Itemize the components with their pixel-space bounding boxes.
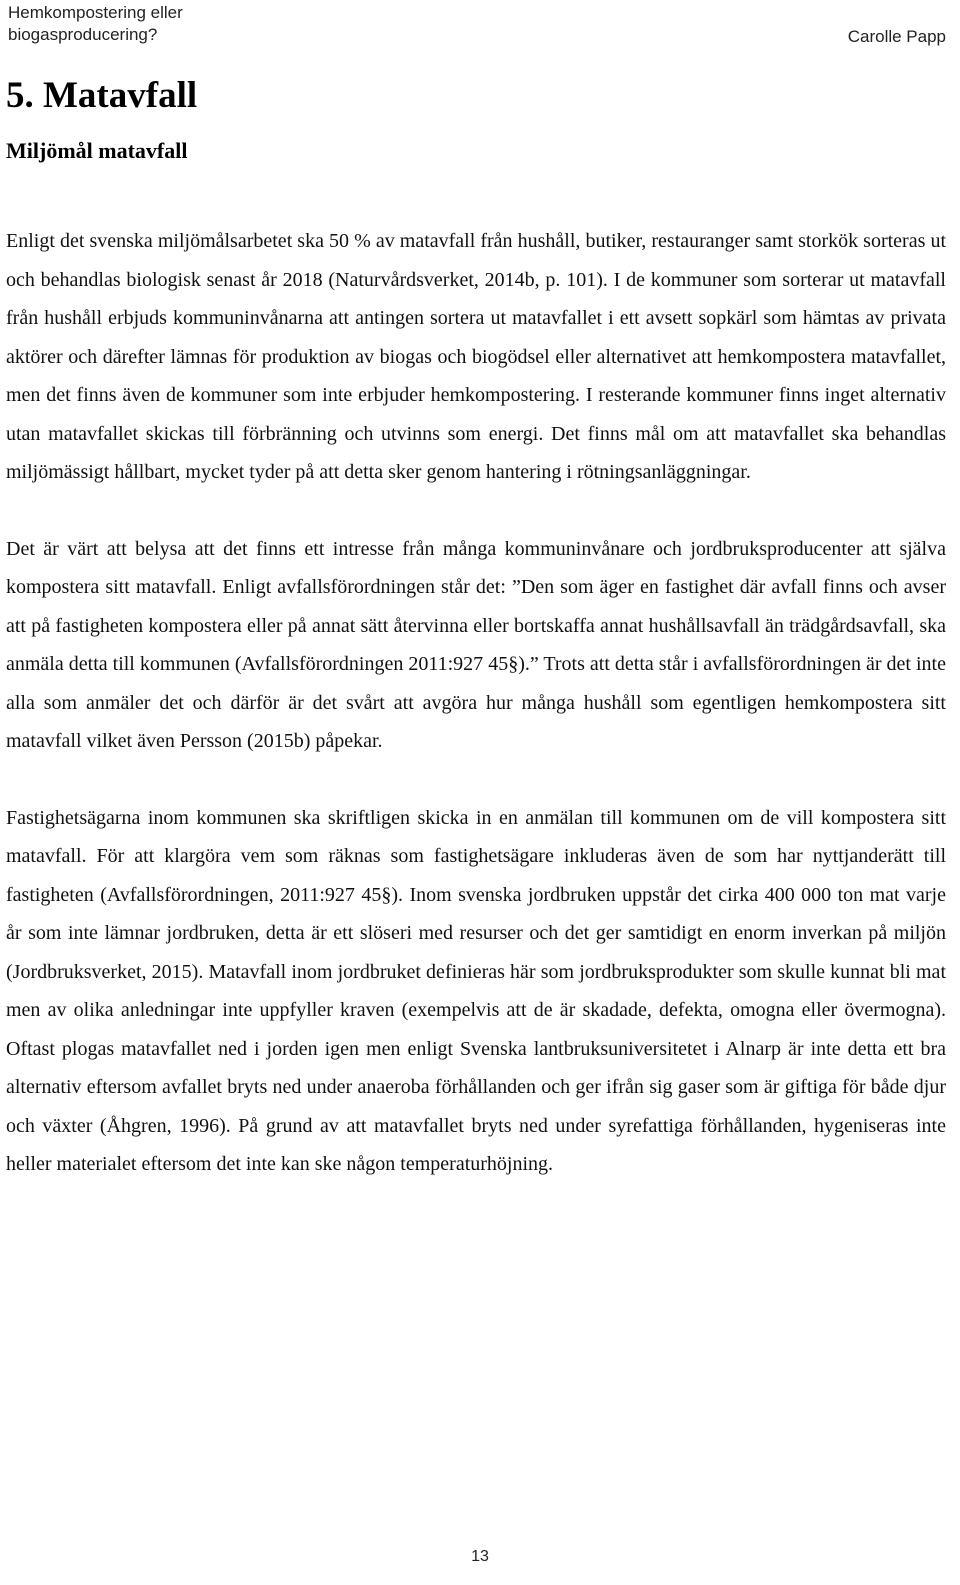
chapter-heading: 5. Matavfall (6, 75, 198, 116)
running-header-author: Carolle Papp (847, 27, 946, 46)
paragraph: Fastighetsägarna inom kommunen ska skriftligen skicka in en anmälan till kommunen om de vill kompostera sitt matavfall. För att klargöra vem som räknas som fastighetsägare inkluderas även de som har nyttjanderätt till fastigheten (Avfallsförordningen, 2011:927 45§). Inom svenska jordbruken uppstår det cirka 400 000 ton mat varje år som inte lämnar jordbruken, detta är ett slöseri med resurser och det ger samtidigt en enorm inverkan på miljön (Jordbruksverket, 2015). Matavfall inom jordbruket definieras här som jordbruksprodukter som skulle kunnat bli mat men av olika anledningar inte uppfyller kraven (exempelvis att de är skadade, defekta, omogna eller övermogna). Oftast plogas matavfallet ned i jorden igen men enligt Svenska lantbruksuniversitetet i Alnarp är inte detta ett bra alternativ eftersom avfallet bryts ned under anaeroba förhållanden och ger ifrån sig gaser som är giftiga för både djur och växter (Åhgren, 1996). På grund av att matavfallet bryts ned under syrefattiga förhållanden, hygeniseras inte heller materialet eftersom det inte kan ske någon temperaturhöjning. (6, 806, 946, 1175)
paragraph: Enligt det svenska miljömålsarbetet ska 50 % av matavfall från hushåll, butiker, restauranger samt storkök sorteras ut och behandlas biologisk senast år 2018 (Naturvårdsverket, 2014b, p. 101). I de kommuner som sorterar ut matavfall från hushåll erbjuds kommuninvånarna att antingen sortera ut matavfallet i ett avsett sopkärl som hämtas av privata aktörer och därefter lämnas för produktion av biogas och biogödsel eller alternativet att hemkompostera matavfallet, men det finns även de kommuner som inte erbjuder hemkompostering. I resterande kommuner finns inget alternativ utan matavfallet skickas till förbränning och utvinns som energi. Det finns mål om att matavfallet ska behandlas miljömässigt hållbart, mycket tyder på att detta sker genom hantering i rötningsanläggningar. (6, 230, 946, 483)
paragraph: Det är värt att belysa att det finns ett intresse från många kommuninvånare och jordbruksproducenter att själva kompostera sitt matavfall. Enligt avfallsförordningen står det: ”Den som äger en fastighet där avfall finns och avser att på fastigheten kompostera eller på annat sätt återvinna eller bortskaffa annat hushållsavfall än trädgårdsavfall, ska anmäla detta till kommunen (Avfallsförordningen 2011:927 45§).” Trots att detta står i avfallsförordningen är det inte alla som anmäler det och därför är det svårt att avgöra hur många hushåll som egentligen hemkompostera sitt matavfall vilket även Persson (2015b) påpekar. (6, 537, 946, 752)
section-heading: Miljömål matavfall (6, 138, 188, 163)
page-number: 13 (471, 1548, 489, 1565)
body-text (6, 222, 946, 1184)
running-header-title: Hemkompostering eller biogasproducering? (8, 3, 183, 44)
